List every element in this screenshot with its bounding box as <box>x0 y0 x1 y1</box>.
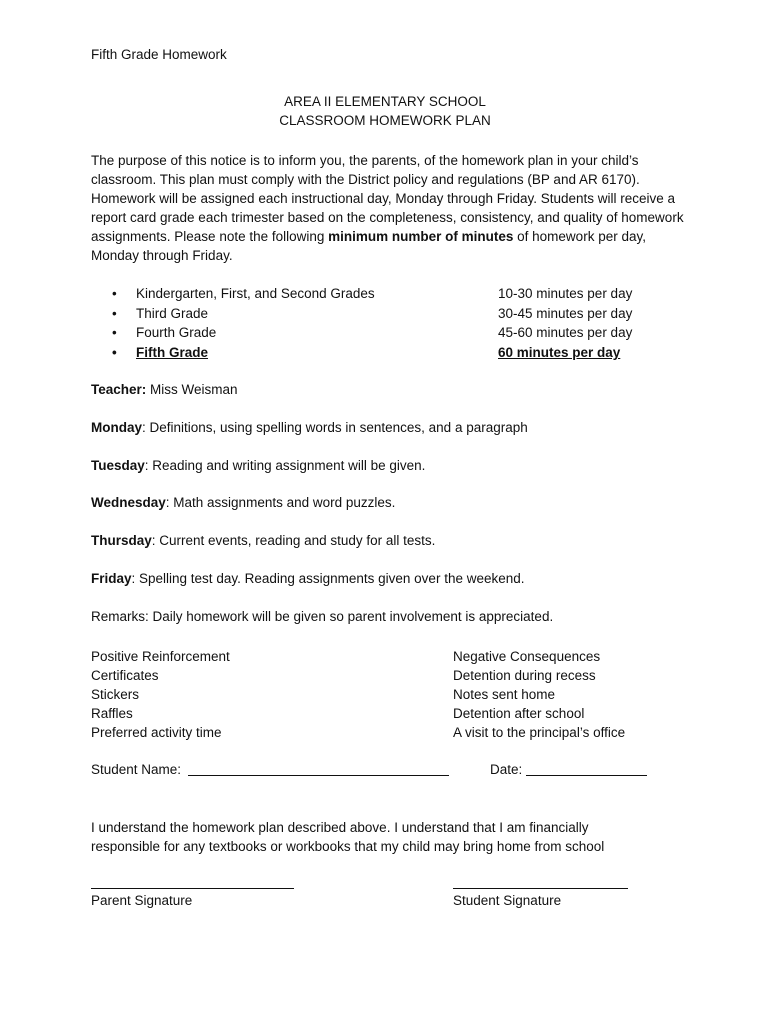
grade-row <box>112 323 672 342</box>
student-signature-label: Student Signature <box>453 893 562 908</box>
grade-row <box>112 284 672 303</box>
running-title: Fifth Grade Homework <box>91 47 227 62</box>
grade-label: Kindergarten, First, and Second Grades <box>136 286 375 301</box>
schedule-wednesday <box>91 495 395 510</box>
schedule-thursday <box>91 533 435 548</box>
positive-item: Preferred activity time <box>91 725 222 740</box>
bullet-icon: • <box>112 345 117 360</box>
schedule-monday <box>91 420 528 435</box>
grade-minutes: 10-30 minutes per day <box>498 286 633 301</box>
day-label: Friday <box>91 571 132 586</box>
grade-row-highlight <box>112 343 672 362</box>
schedule-tuesday <box>91 458 425 473</box>
intro-text-end: of homework per day, Monday through Friday. <box>91 229 646 263</box>
bullet-icon: • <box>112 286 117 301</box>
day-text: : Current events, reading and study for all tests. <box>151 533 436 548</box>
day-text: : Reading and writing assignment will be given. <box>144 458 426 473</box>
negative-item: Detention after school <box>453 706 585 721</box>
negative-column <box>453 647 625 742</box>
day-label: Thursday <box>91 533 152 548</box>
day-text: : Spelling test day. Reading assignments given over the weekend. <box>131 571 525 586</box>
bullet-icon: • <box>112 306 117 321</box>
grade-minutes: 30-45 minutes per day <box>498 306 633 321</box>
intro-bold-text: minimum number of minutes <box>328 229 514 244</box>
negative-item: A visit to the principal’s office <box>453 725 626 740</box>
positive-column <box>91 647 230 742</box>
teacher-label: Teacher: <box>91 382 147 397</box>
grade-minutes: 60 minutes per day <box>498 345 621 360</box>
grade-label: Fifth Grade <box>136 345 209 360</box>
negative-item: Detention during recess <box>453 668 596 683</box>
grade-row <box>112 304 672 323</box>
grade-label: Fourth Grade <box>136 325 217 340</box>
day-label: Wednesday <box>91 495 166 510</box>
positive-item: Certificates <box>91 668 159 683</box>
student-signature-line[interactable] <box>453 888 628 889</box>
date-label: Date: <box>490 762 523 777</box>
grade-label: Third Grade <box>136 306 209 321</box>
school-name: AREA II ELEMENTARY SCHOOL <box>284 94 486 109</box>
schedule-friday <box>91 571 525 586</box>
teacher-name: Miss Weisman <box>150 382 238 397</box>
plan-title: CLASSROOM HOMEWORK PLAN <box>279 113 491 128</box>
teacher-line <box>91 382 238 397</box>
day-text: : Math assignments and word puzzles. <box>165 495 396 510</box>
date-field[interactable] <box>526 775 647 776</box>
positive-heading: Positive Reinforcement <box>91 649 230 664</box>
acknowledgement-line: I understand the homework plan described above. I understand that I am financially <box>91 820 589 835</box>
parent-signature-label: Parent Signature <box>91 893 193 908</box>
day-text: : Definitions, using spelling words in sentences, and a paragraph <box>142 420 528 435</box>
positive-item: Stickers <box>91 687 140 702</box>
student-name-field[interactable] <box>188 775 449 776</box>
negative-item: Notes sent home <box>453 687 556 702</box>
parent-signature-line[interactable] <box>91 888 294 889</box>
intro-text-start: The purpose of this notice is to inform you, the parents, of the homework plan in your child’s classroom. This plan must comply with the District policy and regulations (BP and AR 6170). Homework will be assigned each instructional day, Monday through Friday. Students will receive a report card grade each trimester based on the completeness, consistency, and quality of homework assignments. Please note the following <box>91 153 684 244</box>
day-label: Tuesday <box>91 458 145 473</box>
intro-paragraph <box>91 151 689 265</box>
negative-heading: Negative Consequences <box>453 649 601 664</box>
student-name-label: Student Name: <box>91 762 182 777</box>
acknowledgement <box>91 818 604 856</box>
positive-item: Raffles <box>91 706 133 721</box>
day-label: Monday <box>91 420 143 435</box>
bullet-icon: • <box>112 325 117 340</box>
remarks: Remarks: Daily homework will be given so parent involvement is appreciated. <box>91 609 554 624</box>
grade-minutes: 45-60 minutes per day <box>498 325 633 340</box>
acknowledgement-line: responsible for any textbooks or workbooks that my child may bring home from school <box>91 839 605 854</box>
